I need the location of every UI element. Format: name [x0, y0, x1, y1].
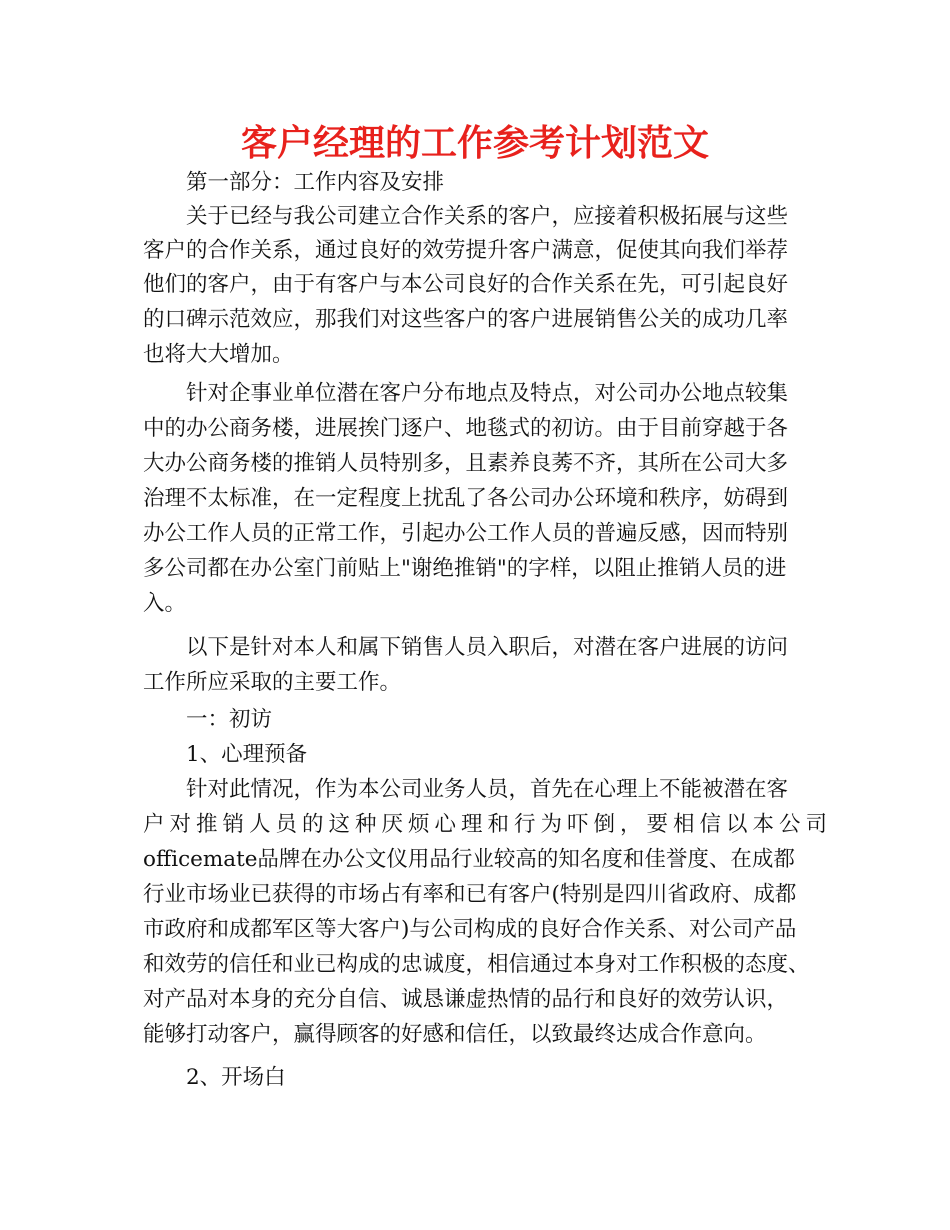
paragraph-line: 入。: [143, 591, 187, 616]
document-title: 客户经理的工作参考计划范文: [240, 123, 709, 164]
paragraph-line: 大办公商务楼的推销人员特别多，且素养良莠不齐，其所在公司大多: [143, 451, 789, 476]
section-heading: 第一部分：工作内容及安排: [186, 170, 445, 195]
paragraph-line: 中的办公商务楼，进展挨门逐户、地毯式的初访。由于目前穿越于各: [143, 416, 789, 441]
subheading: 一：初访: [186, 707, 273, 732]
paragraph-line: 能够打动客户，赢得顾客的好感和信任，以致最终达成合作意向。: [143, 1022, 767, 1047]
paragraph-line: 办公工作人员的正常工作，引起办公工作人员的普遍反感，因而特别: [143, 521, 789, 546]
paragraph-line: 针对企事业单位潜在客户分布地点及特点，对公司办公地点较集: [186, 381, 789, 406]
paragraph-line: 工作所应采取的主要工作。: [143, 670, 402, 695]
paragraph-line: 的口碑示范效应，那我们对这些客户的客户进展销售公关的成功几率: [143, 307, 789, 332]
subheading: 1、心理预备: [186, 742, 308, 767]
paragraph-line: 对产品对本身的充分自信、诚恳谦虚热情的品行和良好的效劳认识，: [143, 987, 789, 1012]
paragraph-line: 治理不太标准，在一定程度上扰乱了各公司办公环境和秩序，妨碍到: [143, 486, 789, 511]
paragraph-line: 关于已经与我公司建立合作关系的客户，应接着积极拓展与这些: [186, 204, 789, 229]
paragraph-line: 他们的客户，由于有客户与本公司良好的合作关系在先，可引起良好: [143, 272, 789, 297]
subheading: 2、开场白: [186, 1065, 286, 1090]
paragraph-line: 客户的合作关系，通过良好的效劳提升客户满意，促使其向我们举荐: [143, 238, 789, 263]
paragraph-line: 以下是针对本人和属下销售人员入职后，对潜在客户进展的访问: [186, 635, 789, 660]
paragraph-line: 和效劳的信任和业已构成的忠诚度，相信通过本身对工作积极的态度、: [143, 952, 810, 977]
paragraph-line: 行业市场业已获得的市场占有率和已有客户(特别是四川省政府、成都: [143, 882, 797, 907]
paragraph-line: 也将大大增加。: [143, 342, 294, 367]
paragraph-line: 多公司都在办公室门前贴上"谢绝推销"的字样，以阻止推销人员的进: [143, 556, 787, 581]
paragraph-line: 户对推销人员的这种厌烦心理和行为吓倒，要相信以本公司: [143, 812, 833, 837]
paragraph-line: officemate品牌在办公文仪用品行业较高的知名度和佳誉度、在成都: [143, 847, 795, 872]
paragraph-line: 针对此情况，作为本公司业务人员，首先在心理上不能被潜在客: [186, 777, 789, 802]
paragraph-line: 市政府和成都军区等大客户)与公司构成的良好合作关系、对公司产品: [143, 917, 797, 942]
